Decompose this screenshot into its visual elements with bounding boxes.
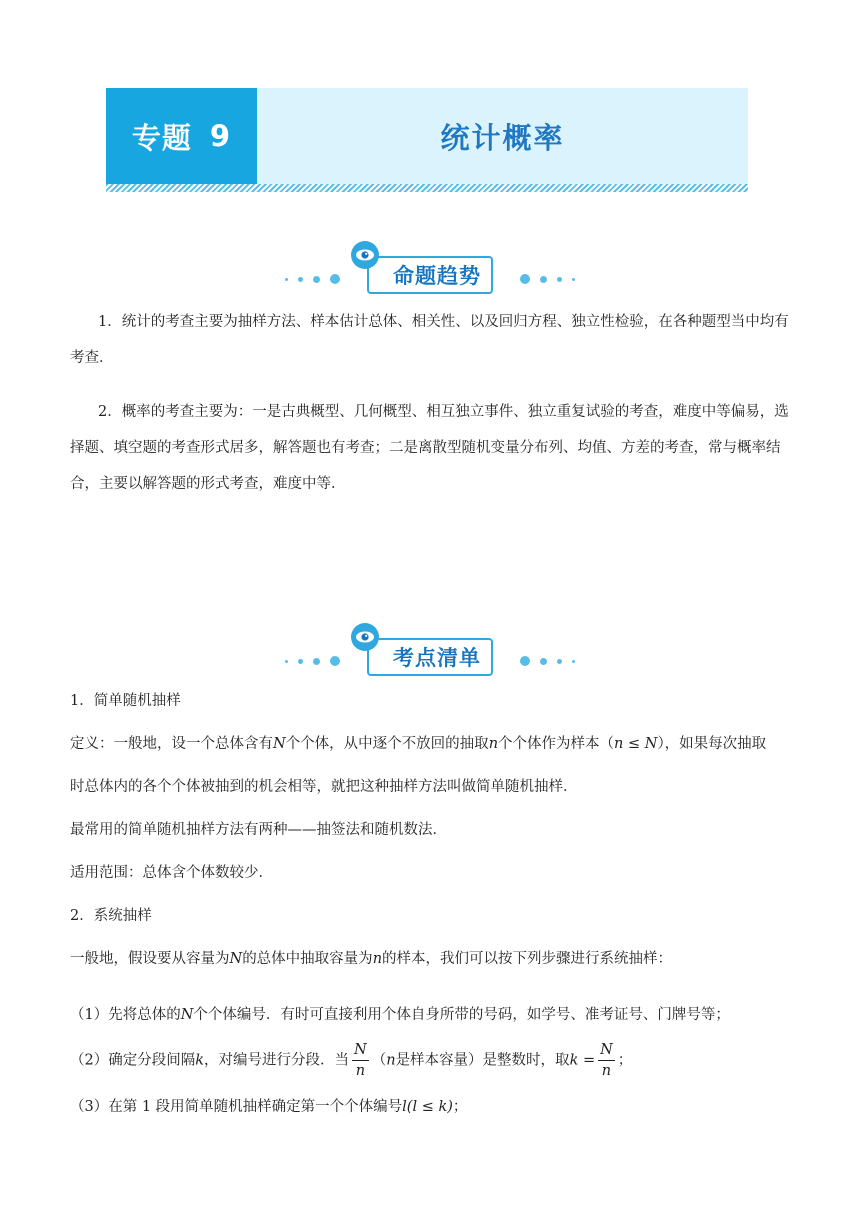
definition-line-2: 时总体内的各个个体被抽到的机会相等，就把这种抽样方法叫做简单随机抽样． <box>70 779 578 795</box>
definition-line-1: 定义：一般地，设一个总体含有N个个体，从中逐个不放回的抽取n个个体作为样本（n ≤ N），如果每次抽取 <box>70 736 767 752</box>
fraction-N-over-n: $\frac{N}{n}$ <box>600 1042 613 1079</box>
item1-title: 1．简单随机抽样 <box>70 693 181 709</box>
item2-title: 2．系统抽样 <box>70 908 152 924</box>
section-heading-box <box>367 256 493 294</box>
trend-paragraph-1: 1．统计的考查主要为抽样方法、样本估计总体、相关性、以及回归方程、独立性检验，在各种题型当中均有考查． <box>70 314 789 366</box>
topic-number: 9 <box>209 119 232 153</box>
topic-banner <box>106 88 748 184</box>
section-heading-box <box>367 638 493 676</box>
heading-dots-right <box>515 656 580 666</box>
section-heading-text: 命题趋势 <box>393 264 481 288</box>
eye-icon <box>350 622 380 652</box>
applicable-scope: 适用范围：总体含个体数较少． <box>70 865 273 881</box>
section-heading-checklist <box>280 620 580 680</box>
systematic-intro: 一般地，假设要从容量为N的总体中抽取容量为n的样本，我们可以按下列步骤进行系统抽样： <box>70 951 673 967</box>
step-1: （1）先将总体的N个个体编号．有时可直接利用个体自身所带的号码，如学号、准考证号、门牌号等； <box>70 1007 730 1023</box>
banner-stripe <box>106 184 748 192</box>
eye-icon <box>350 240 380 270</box>
section-heading-text: 考点清单 <box>393 646 481 670</box>
trend-paragraph-2: 2．概率的考查主要为：一是古典概型、几何概型、相互独立事件、独立重复试验的考查，难度中等偏易，选择题、填空题的考查形式居多，解答题也有考查；二是离散型随机变量分布列、均值、方差的考查，常与概率结合，主要以解答题的形式考查，难度中等． <box>70 404 789 492</box>
step-2: （2）确定分段间隔k，对编号进行分段．当 $\frac{N}{n}$ （n是样本容量）是整数时，取k = $\frac{N}{n}$ ； <box>70 1042 633 1079</box>
heading-dots-left <box>280 274 345 284</box>
heading-dots-left <box>280 656 345 666</box>
section-heading-trend <box>280 238 580 298</box>
topic-number-box <box>106 88 257 184</box>
topic-title: 统计概率 <box>257 88 748 184</box>
common-methods: 最常用的简单随机抽样方法有两种——抽签法和随机数法． <box>70 822 447 838</box>
topic-label: 专题 <box>131 120 192 155</box>
step-3: （3）在第 1 段用简单随机抽样确定第一个个体编号l(l ≤ k)； <box>70 1099 468 1115</box>
heading-dots-right <box>515 274 580 284</box>
fraction-N-over-n: $\frac{N}{n}$ <box>354 1042 367 1079</box>
